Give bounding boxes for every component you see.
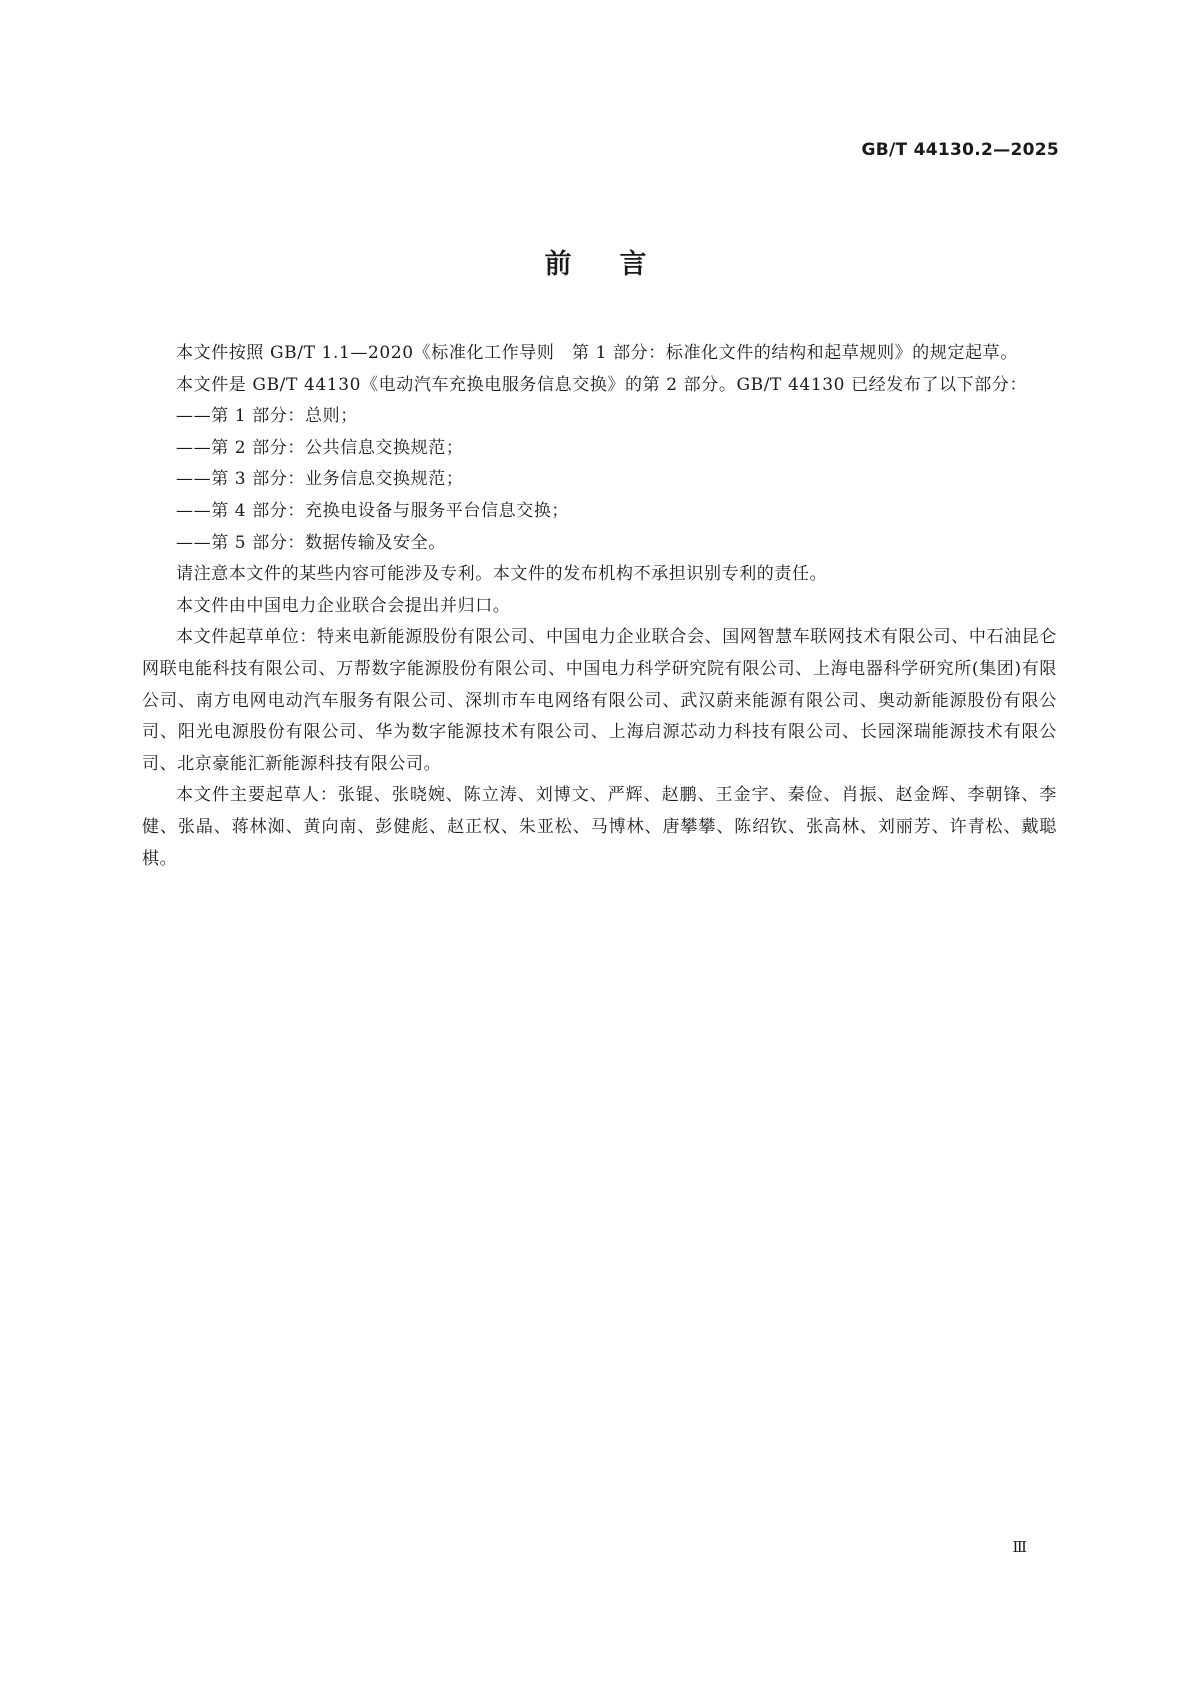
paragraph-series-parts: 本文件是 GB/T 44130《电动汽车充换电服务信息交换》的第 2 部分。GB/T 44130 已经发布了以下部分： — [176, 374, 1028, 395]
list-item-part-3: ——第 3 部分：业务信息交换规范； — [176, 469, 464, 490]
standard-code: GB/T 44130.2—2025 — [861, 140, 1059, 160]
paragraph-patent-notice: 请注意本文件的某些内容可能涉及专利。本文件的发布机构不承担识别专利的责任。 — [176, 564, 828, 585]
list-item-part-4: ——第 4 部分：充换电设备与服务平台信息交换； — [176, 500, 570, 521]
paragraph-drafters: 本文件主要起草人：张锟、张晓婉、陈立涛、刘博文、严辉、赵鹏、王金宇、秦俭、肖振、赵金辉、李朝锋、李健、张晶、蒋林洳、黄向南、彭健彪、赵正权、朱亚松、马博林、唐攀攀、陈绍钦、张高林、刘丽芳、许青松、戴聪棋。 — [142, 785, 1057, 869]
list-item-part-2: ——第 2 部分：公共信息交换规范； — [176, 437, 464, 458]
paragraph-drafting-rules: 本文件按照 GB/T 1.1—2020《标准化工作导则 第 1 部分：标准化文件的结构和起草规则》的规定起草。 — [176, 343, 1018, 363]
paragraph-drafting-units: 本文件起草单位：特来电新能源股份有限公司、中国电力企业联合会、国网智慧车联网技术有限公司、中石油昆仑网联电能科技有限公司、万帮数字能源股份有限公司、中国电力科学研究院有限公司、上海电器科学研究所(集团)有限公司、南方电网电动汽车服务有限公司、深圳市车电网络有限公司、武汉蔚来能源有限公司、奥动新能源股份有限公司、阳光电源股份有限公司、华为数字能源技术有限公司、上海启源芯动力科技有限公司、长园深瑞能源技术有限公司、北京豪能汇新能源科技有限公司。 — [142, 627, 1057, 774]
page-title: 前言 — [544, 249, 695, 280]
foreword-body — [142, 338, 1057, 875]
list-item-part-5: ——第 5 部分：数据传输及安全。 — [176, 532, 446, 553]
paragraph-proposer: 本文件由中国电力企业联合会提出并归口。 — [176, 595, 511, 616]
list-item-part-1: ——第 1 部分：总则； — [176, 406, 358, 427]
page-number: Ⅲ — [1012, 1538, 1027, 1556]
